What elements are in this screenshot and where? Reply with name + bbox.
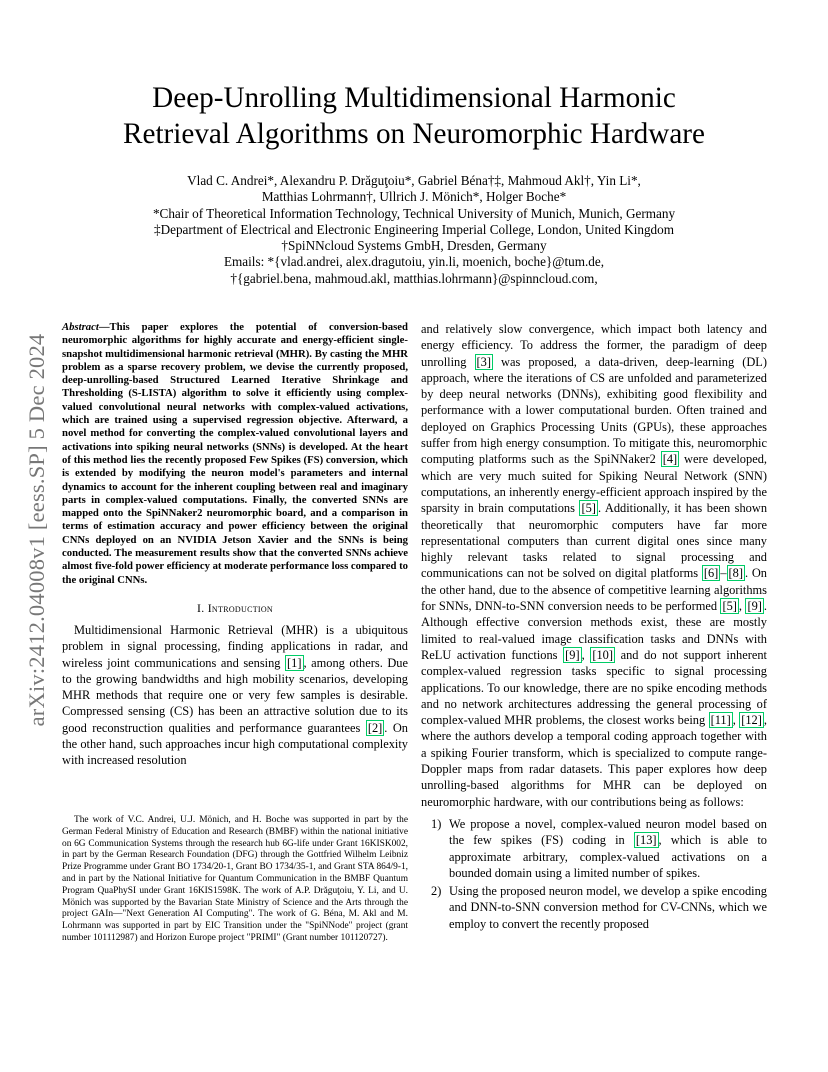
citation-link[interactable]: [10]: [592, 647, 613, 662]
text-run: , where the authors develop a temporal coding approach together with a spiking Fourier transform, which is specialized to compute range-Doppler maps from radar datasets. This paper explores how deep unrolling-based algorithms for MHR can be deployed on neuromorphic hardware, with our contributions being as follows:: [421, 713, 767, 809]
citation-link[interactable]: [5]: [581, 501, 596, 516]
text-run: . On the other hand, due to the absence of competitive learning algorithms for SNNs, DNN-to-SNN conversion needs to be performed: [421, 566, 768, 614]
intro-paragraph-left: [62, 622, 408, 769]
contribution-number: 1): [431, 816, 442, 831]
text-run: and relatively slow convergence, which impact both latency and energy efficiency. To address the former, the paradigm of deep unrolling: [421, 322, 767, 369]
text-run: . Additionally, it has been shown theoretically that neuromorphic computers have far more representational computers than current digital ones since many highly relevant tasks related to signal processing and communications can not be solved on digital platforms: [421, 501, 768, 581]
funding-footnote: The work of V.C. Andrei, U.J. Mönich, and H. Boche was supported in part by the German Federal Ministry of Education and Research (BMBF) within the national initiative on 6G Communication Systems through the research hub 6G-life under Grant 16KISK002, in part by the German Research Foundation (DFG) through the Gottfried Wilhelm Leibniz Prize Programme under Grant BO 1734/20-1, Grant BO 1734/35-1, and Grant STA 864/9-1, and in part by the National Initiative for Quantum Communication in the BMBF Quantum Program QuaPhySI under Grant 16KIS1598K. The work of A.P. Drăguţoiu, Y. Li, and U. Mönich was supported by the Bavarian State Ministry of Science and the Arts through the project GAIn—"Next Generation AI Computing". The work of G. Béna, M. Akl and M. Lohrmann was supported in part by EIC Transition under the "SpiNNode" project (grant number 101112987) and Horizon Europe project "PRIMI" (Grant number 101120727).: [62, 815, 408, 943]
emails-tum: Emails: *{vlad.andrei, alex.dragutoiu, yin.li, moenich, boche}@tum.de,: [223, 254, 605, 270]
citation-link[interactable]: [11]: [710, 713, 731, 728]
section-title: Introduction: [207, 600, 274, 615]
text-run: were developed, which are very much suited for Spiking Neural Network (SNN) computations, an inherently energy-efficient approach inspired by the sparsity in brain computations: [421, 452, 767, 516]
contribution-item: [421, 816, 767, 881]
paper-title: [60, 80, 768, 152]
text-run: . On the other hand, such approaches incur high computational complexity with increased resolution: [62, 720, 408, 768]
contributions-list: [421, 816, 767, 932]
author-line-1: Vlad C. Andrei*, Alexandru P. Drăguţoiu*, Gabriel Béna†‡, Mahmoud Akl†, Yin Li*,: [187, 173, 641, 188]
text-run: , among others. Due to the growing bandwidths and high mobility scenarios, developing MHR methods that require one or very few samples is desirable. Compressed sensing (CS) has been an attractive solution due to its good reconstruction qualities and performance guarantees: [62, 655, 408, 735]
contribution-number: 2): [431, 884, 442, 899]
text-run: , which is able to approximate arbitrary, complex-valued activations on a bounded domain using a limited number of spikes.: [449, 833, 767, 880]
contribution-item: [421, 883, 767, 932]
text-run: Using the proposed neuron model, we develop a spike encoding and DNN-to-SNN conversion method for CV-CNNs, which we employ to convert the recently proposed: [449, 884, 767, 931]
right-column: [421, 321, 767, 934]
text-run: Multidimensional Harmonic Retrieval (MHR) is a ubiquitous problem in signal processing, finding applications in radar, and wireless joint communications and sensing: [62, 622, 408, 670]
abstract-label: Abstract: [62, 321, 99, 333]
citation-link[interactable]: [2]: [367, 720, 383, 735]
text-run: ,: [738, 599, 746, 614]
citation-link[interactable]: [6]: [703, 566, 719, 581]
affiliation-spinncloud: †SpiNNcloud Systems GmbH, Dresden, Germany: [281, 238, 547, 254]
section-number: I.: [196, 600, 208, 615]
affiliation-imperial: ‡Department of Electrical and Electronic Engineering Imperial College, London, United Kingdom: [153, 221, 674, 237]
citation-link[interactable]: [8]: [728, 566, 743, 581]
citation-link[interactable]: [1]: [287, 655, 302, 670]
text-run: We propose a novel, complex-valued neuron model based on the few spikes (FS) coding in: [449, 816, 767, 848]
text-run: . Although effective conversion methods exist, these are mostly limited to real-valued image classification tasks and DNNs with ReLU activation functions: [421, 599, 767, 662]
abstract: [62, 321, 408, 587]
text-run: ,: [581, 647, 591, 662]
citation-link[interactable]: [5]: [722, 599, 737, 614]
text-run: –: [720, 566, 727, 581]
arxiv-identifier-text: arXiv:2412.04008v1 [eess.SP] 5 Dec 2024: [24, 333, 49, 727]
author-line-2: Matthias Lohrmann†, Ullrich J. Mönich*, Holger Boche*: [261, 189, 567, 205]
text-run: ,: [732, 713, 740, 728]
section-heading-introduction: [62, 601, 408, 616]
citation-link[interactable]: [13]: [635, 833, 657, 848]
title-line-1: Deep-Unrolling Multidimensional Harmonic: [152, 82, 676, 114]
text-run: was proposed, a data-driven, deep-learning (DL) approach, where the iterations of CS are unfolded and parameterized by deep neural networks (DNNs), exhibiting good flexibility and performance with a lower computational burden. Often trained and deployed on Graphics Processing Units (GPUs), these approaches suffer from high energy consumption. To mitigate this, neuromorphic computing platforms such as the SpiNNaker2: [421, 354, 767, 467]
intro-paragraph-right: [421, 321, 767, 810]
left-column: [62, 321, 408, 769]
arxiv-identifier: [24, 290, 50, 770]
affiliation-tum: *Chair of Theoretical Information Technology, Technical University of Munich, Munich, Germany: [152, 205, 676, 221]
text-run: and do not support inherent complex-valued regression tasks specific to signal processing applications. To our knowledge, there are no spike encoding methods and no network architectures addressing the general processing of complex-valued MHR problems, the closest works being: [421, 647, 768, 728]
abstract-text: —This paper explores the potential of conversion-based neuromorphic algorithms for highly accurate and energy-efficient single-snapshot multidimensional harmonic retrieval (MHR). By casting the MHR problem as a sparse recovery problem, we devise the currently proposed, deep-unrolling-based Structured Learned Iterative Shrinkage and Thresholding (S-LISTA) algorithm to solve it efficiently using complex-valued convolutional neural networks with complex-valued activations, which are trained using a supervised regression objective. Afterward, a novel method for converting the complex-valued convolutional layers and activations into spiking neural networks (SNNs) is developed. At the heart of this method lies the recently proposed Few Spikes (FS) conversion, which is extended by modifying the neuron model's parameters and internal dynamics to account for the inherent coupling between real and imaginary parts in complex-valued computations. Finally, the converted SNNs are mapped onto the SpiNNaker2 neuromorphic board, and a comparison in terms of estimation accuracy and power efficiency between the original CNNs deployed on an NVIDIA Jetson Xavier and the SNNs is being conducted. The measurement results show that the converted SNNs achieve almost five-fold power efficiency at moderate performance loss compared to the original CNNs.: [62, 321, 408, 586]
citation-link[interactable]: [4]: [662, 452, 678, 467]
title-line-2: Retrieval Algorithms on Neuromorphic Hardware: [123, 118, 705, 150]
citation-link[interactable]: [3]: [476, 354, 491, 369]
emails-spinncloud: †{gabriel.bena, mahmoud.akl, matthias.lohrmann}@spinncloud.com,: [230, 270, 598, 286]
author-block: [80, 173, 748, 287]
citation-link[interactable]: [12]: [741, 713, 762, 728]
citation-link[interactable]: [9]: [747, 599, 762, 614]
citation-link[interactable]: [9]: [565, 647, 580, 662]
